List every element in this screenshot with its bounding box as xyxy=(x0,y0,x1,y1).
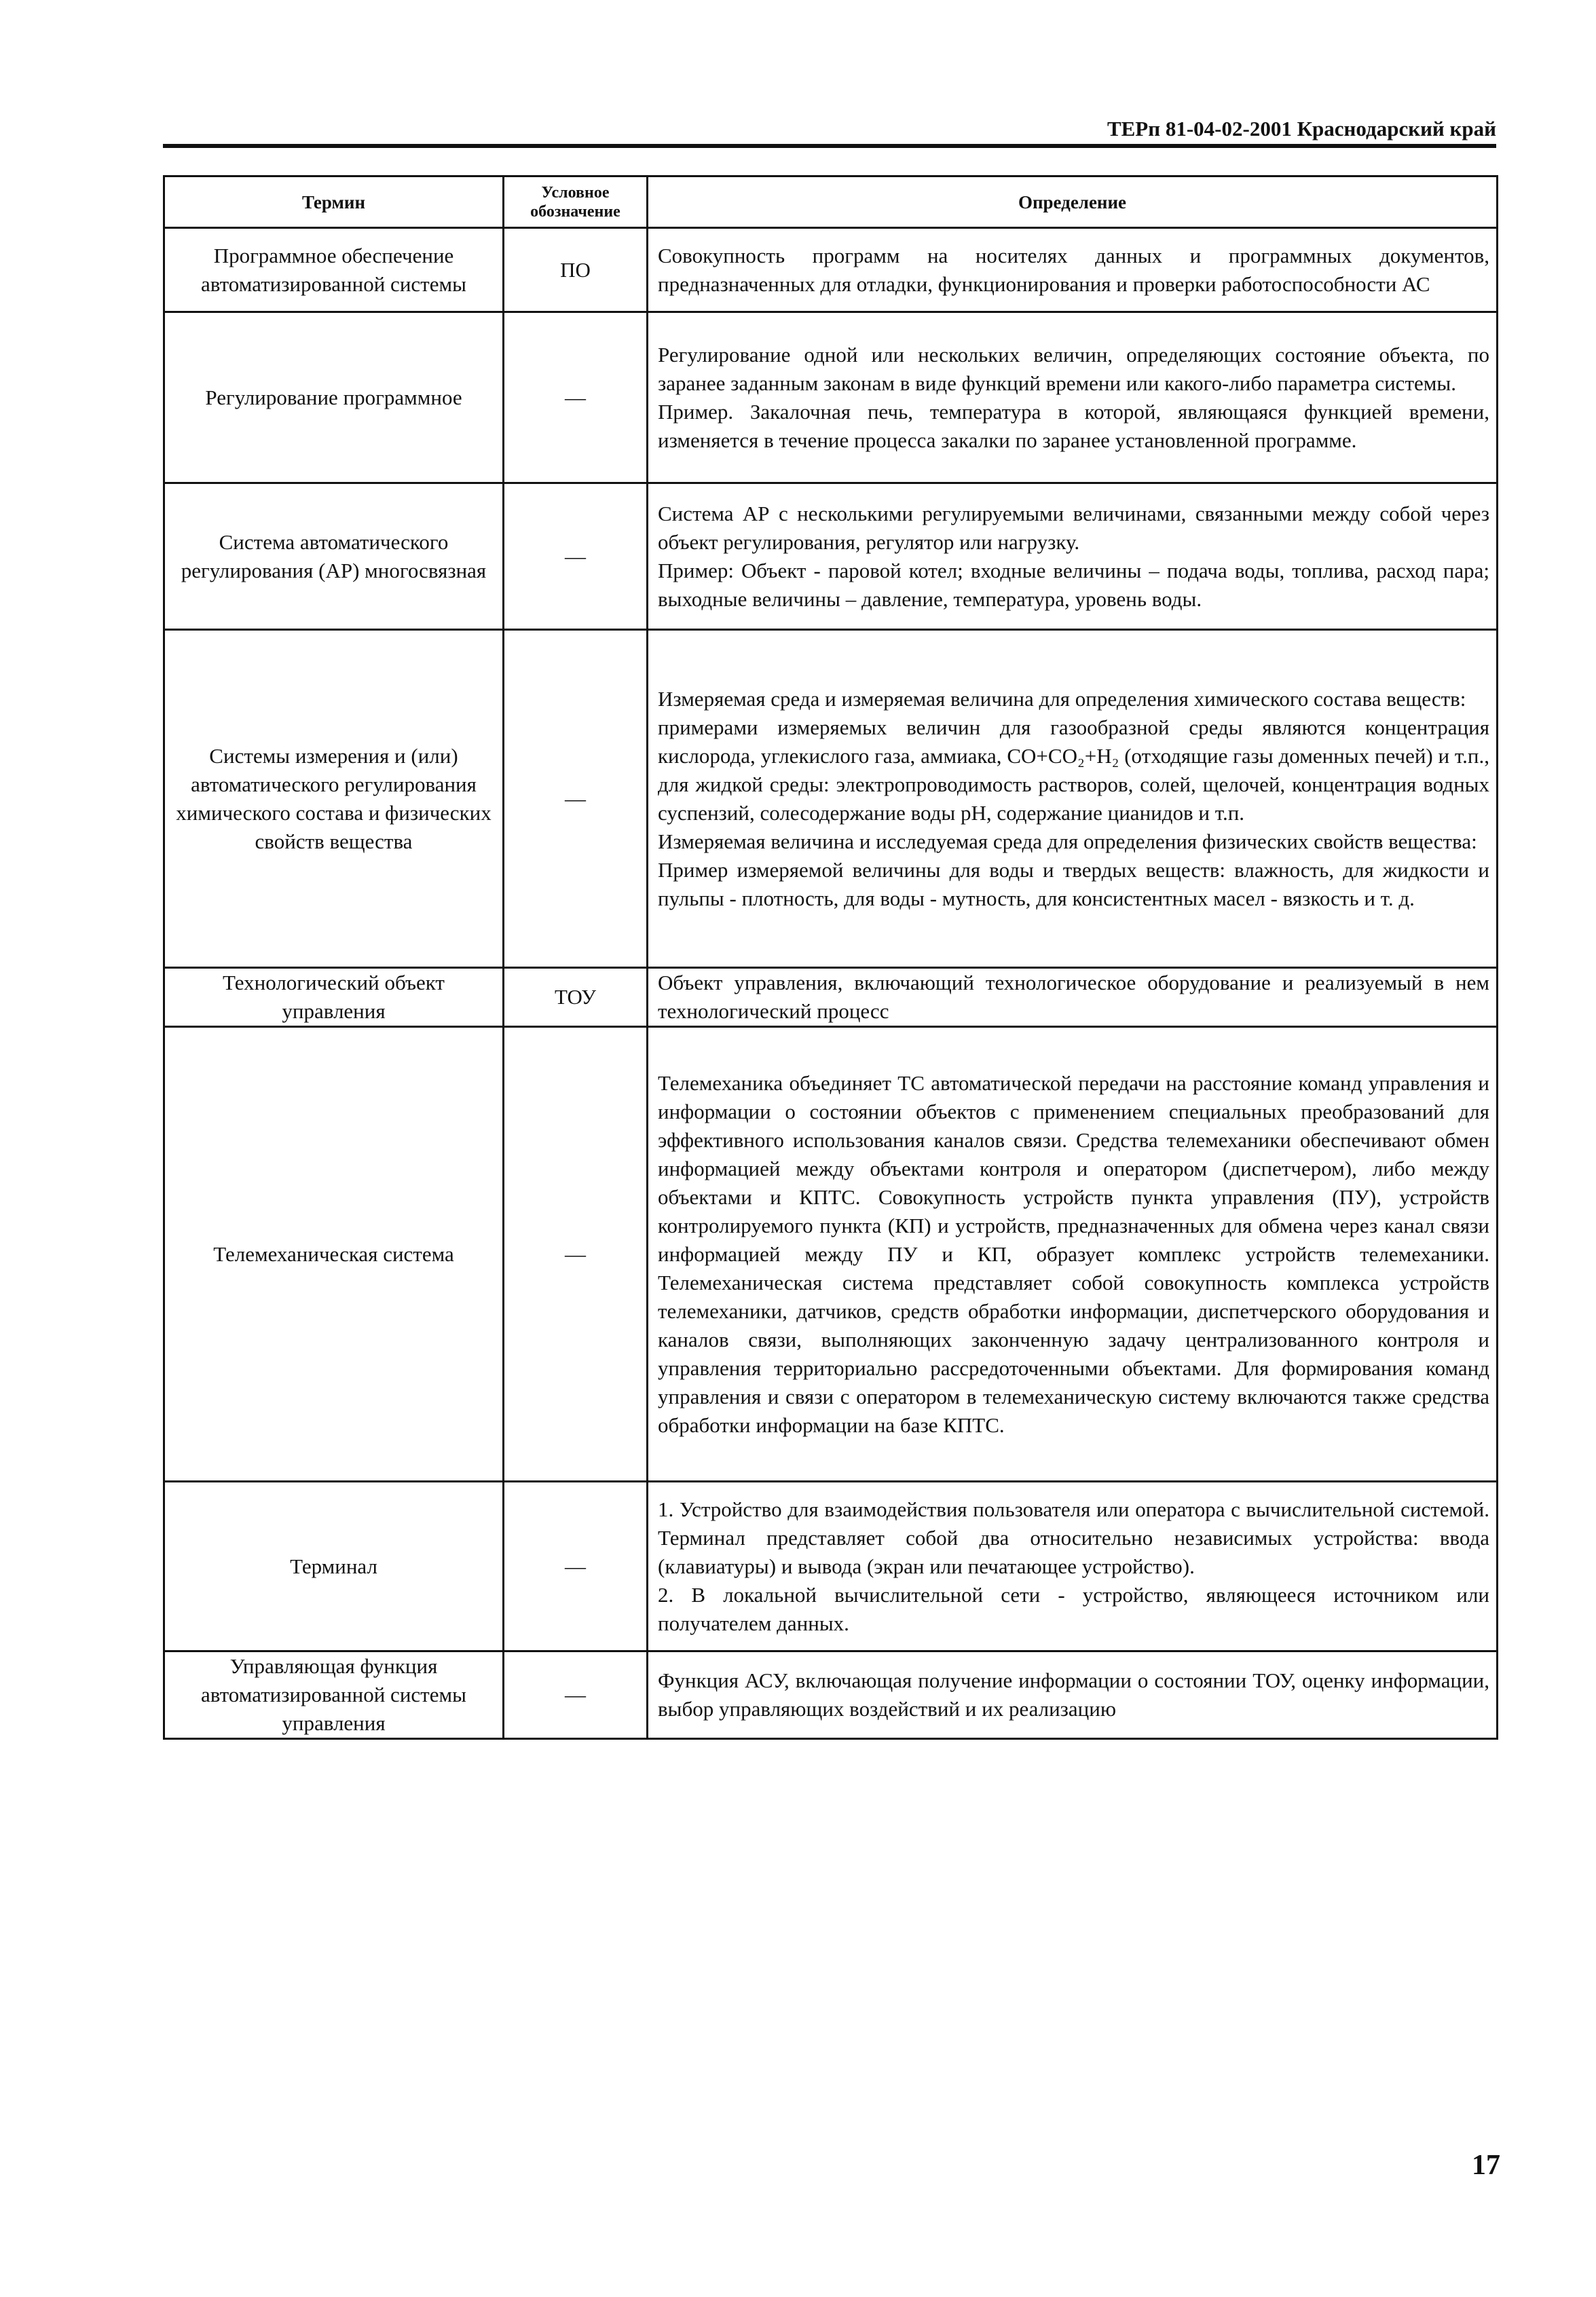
definition-paragraph: Телемеханика объединяет ТС автоматической передачи на расстояние команд управления и информации о состоянии объектов с применением специальных преобразований для эффективного использования каналов связи. Средства телемеханики обеспечивают обмен информацией между объектами контроля и оператором (диспетчером), либо между объектами и КПТС. Совокупность устройств пункта управления (ПУ), устройств контролируемого пункта (КП) и устройств, предназначенных для обмена через канал связи информацией между ПУ и КП, образует комплекс устройств телемеханики. Телемеханическая система представляет собой совокупность комплекса устройств телемеханики, датчиков, средств обработки информации, диспетчерского оборудования и каналов связи, выполняющих законченную задачу централизованного контроля и управления территориально рассредоточенными объектами. Для формирования команд управления и связи с оператором в телемеханическую систему включаются также средства обработки информации на базе КПТС. xyxy=(658,1070,1489,1437)
definition-paragraph: 2. В локальной вычислительной сети - устройство, являющееся источником или получателем данных. xyxy=(658,1582,1489,1635)
definition-example: Пример: Объект - паровой котел; входные величины – подача воды, топлива, расход пара; выходные величины – давление, температура, уровень воды. xyxy=(658,558,1489,611)
sign-cell: — xyxy=(504,1651,648,1739)
definition-cell xyxy=(648,1027,1498,1482)
table-row xyxy=(164,1482,1498,1651)
definition-cell xyxy=(648,312,1498,483)
table-row xyxy=(164,630,1498,968)
table-row xyxy=(164,483,1498,630)
term-cell: Управляющая функция автоматизированной системы управления xyxy=(164,1651,504,1739)
definition-paragraph: 1. Устройство для взаимодействия пользователя или оператора с вычислительной системой. Терминал представляет собой два относительно независимых устройства: ввода (клавиатуры) и вывода (экран или печатающее устройство). xyxy=(658,1497,1489,1578)
definition-cell xyxy=(648,228,1498,312)
table-row xyxy=(164,1651,1498,1739)
page-number: 17 xyxy=(1472,2150,1500,2181)
definition-paragraph: Система АР с несколькими регулируемыми величинами, связанными между собой через объект регулирования, регулятор или нагрузку. xyxy=(658,501,1489,554)
term-cell: Терминал xyxy=(164,1482,504,1651)
table-row xyxy=(164,312,1498,483)
term-cell: Телемеханическая система xyxy=(164,1027,504,1482)
definition-example: Пример. Закалочная печь, температура в которой, являющаяся функцией времени, изменяется в течение процесса закалки по заранее установленной программе. xyxy=(658,399,1489,452)
sign-cell: — xyxy=(504,483,648,630)
table-row xyxy=(164,1027,1498,1482)
table-header-row xyxy=(164,176,1498,228)
definition-cell xyxy=(648,1482,1498,1651)
term-cell: Регулирование программное xyxy=(164,312,504,483)
sign-cell: ТОУ xyxy=(504,968,648,1027)
terms-table xyxy=(163,175,1498,1740)
term-cell: Технологический объект управления xyxy=(164,968,504,1027)
sign-cell: — xyxy=(504,630,648,968)
definition-paragraph: Совокупность программ на носителях данных и программных документов, предназначенных для отладки, функционирования и проверки работоспособности АС xyxy=(658,243,1489,296)
table-row xyxy=(164,968,1498,1027)
column-header-sign: Условное обозначение xyxy=(504,176,648,228)
definition-paragraph: Объект управления, включающий технологическое оборудование и реализуемый в нем технологический процесс xyxy=(658,971,1489,1023)
definition-paragraph: Измеряемая среда и измеряемая величина для определения химического состава веществ: xyxy=(658,686,1466,711)
table-row xyxy=(164,228,1498,312)
definition-cell xyxy=(648,968,1498,1027)
column-header-term: Термин xyxy=(164,176,504,228)
document-header: ТЕРп 81-04-02-2001 Краснодарский край xyxy=(1107,117,1496,141)
definition-cell xyxy=(648,483,1498,630)
definition-paragraph: Измеряемая величина и исследуемая среда для определения физических свойств вещества: xyxy=(658,829,1477,853)
definition-cell xyxy=(648,1651,1498,1739)
definition-cell xyxy=(648,630,1498,968)
term-cell: Программное обеспечение автоматизированной системы xyxy=(164,228,504,312)
term-cell: Системы измерения и (или) автоматического регулирования химического состава и физических свойств вещества xyxy=(164,630,504,968)
sign-cell: — xyxy=(504,1482,648,1651)
term-cell: Система автоматического регулирования (АР) многосвязная xyxy=(164,483,504,630)
column-header-definition: Определение xyxy=(648,176,1498,228)
definition-paragraph: Пример измеряемой величины для воды и твердых веществ: влажность, для жидкости и пульпы - плотность, для воды - мутность, для консистентных масел - вязкость и т. д. xyxy=(658,857,1489,910)
definition-paragraph: примерами измеряемых величин для газообразной среды являются концентрация кислорода, углекислого газа, аммиака, CO+CO₂+H₂ (отходящие газы доменных печей) и т.п., для жидкой среды: электропроводимость растворов, солей, щелочей, концентрация водных суспензий, солесодержание воды pH, содержание цианидов и т.п. xyxy=(658,715,1489,825)
definition-paragraph: Регулирование одной или нескольких величин, определяющих состояние объекта, по заранее заданным законам в виде функций времени или какого-либо параметра системы. xyxy=(658,342,1489,395)
sign-cell: ПО xyxy=(504,228,648,312)
definition-paragraph: Функция АСУ, включающая получение информации о состоянии ТОУ, оценку информации, выбор управляющих воздействий и их реализацию xyxy=(658,1668,1489,1721)
sign-cell: — xyxy=(504,312,648,483)
header-rule xyxy=(163,144,1496,148)
sign-cell: — xyxy=(504,1027,648,1482)
